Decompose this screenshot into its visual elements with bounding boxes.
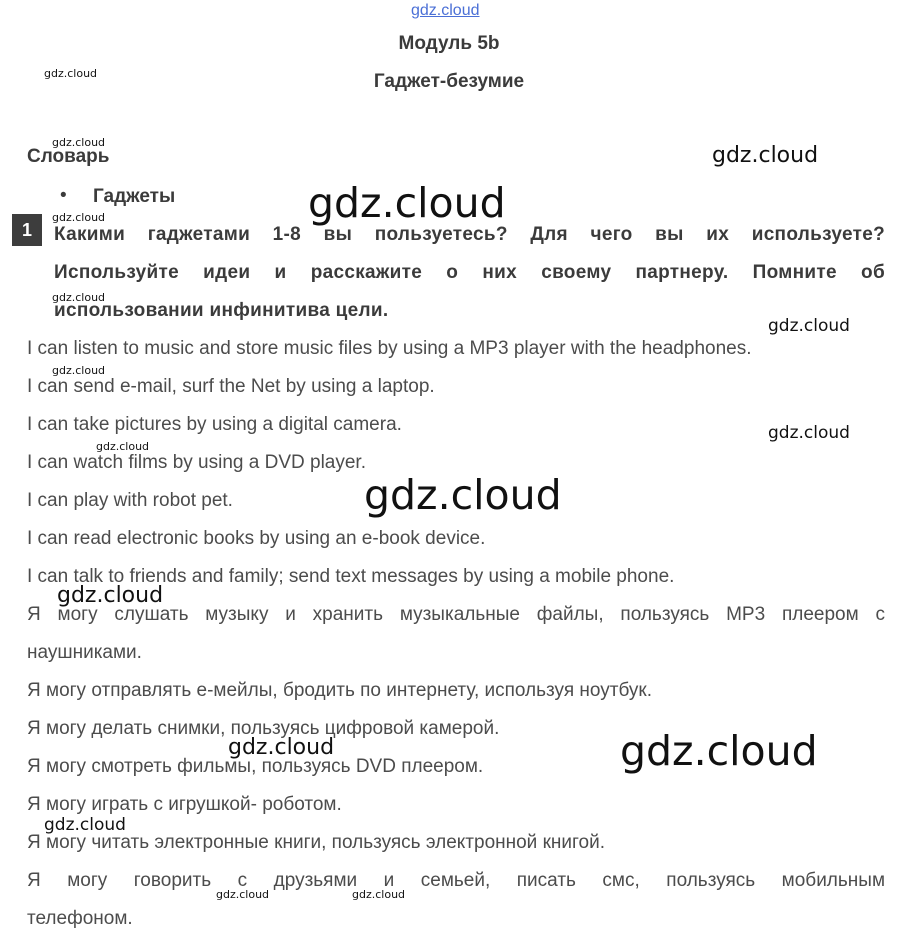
watermark: gdz.cloud bbox=[52, 291, 106, 304]
watermark: gdz.cloud bbox=[308, 179, 506, 227]
answer-en-2: I can send e-mail, surf the Net by using a laptop. bbox=[27, 376, 435, 397]
answer-ru-5: Я могу играть с игрушкой- роботом. bbox=[27, 794, 342, 815]
watermark: gdz.cloud bbox=[768, 423, 850, 443]
watermark: gdz.cloud bbox=[44, 67, 98, 80]
answer-en-6: I can read electronic books by using an e-book device. bbox=[27, 528, 486, 549]
watermark: gdz.cloud bbox=[52, 136, 106, 149]
task-line-1: Какими гаджетами 1-8 вы пользуетесь? Для чего вы их используете? bbox=[54, 224, 885, 245]
watermark: gdz.cloud bbox=[52, 211, 106, 224]
exercise-number-badge: 1 bbox=[12, 214, 42, 246]
task-line-3: использовании инфинитива цели. bbox=[54, 300, 389, 321]
watermark: gdz.cloud bbox=[228, 735, 335, 760]
watermark: gdz.cloud bbox=[216, 888, 270, 901]
watermark: gdz.cloud bbox=[364, 471, 562, 519]
answer-ru-7-cont: телефоном. bbox=[27, 908, 133, 929]
watermark: gdz.cloud bbox=[52, 364, 106, 377]
answer-en-5: I can play with robot pet. bbox=[27, 490, 233, 511]
bullet-label: Гаджеты bbox=[93, 186, 176, 207]
module-title: Модуль 5b bbox=[398, 33, 500, 54]
answer-en-4: I can watch films by using a DVD player. bbox=[27, 452, 366, 473]
answer-ru-1: Я могу слушать музыку и хранить музыкальные файлы, пользуясь MP3 плеером с bbox=[27, 604, 885, 625]
answer-ru-2: Я могу отправлять е-мейлы, бродить по интернету, используя ноутбук. bbox=[27, 680, 652, 701]
watermark: gdz.cloud bbox=[768, 316, 850, 336]
answer-ru-3: Я могу делать снимки, пользуясь цифровой камерой. bbox=[27, 718, 500, 739]
answer-en-3: I can take pictures by using a digital camera. bbox=[27, 414, 402, 435]
answer-ru-7: Я могу говорить с друзьями и семьей, писать смс, пользуясь мобильным bbox=[27, 870, 885, 891]
watermark: gdz.cloud bbox=[44, 815, 126, 835]
watermark: gdz.cloud bbox=[620, 727, 818, 775]
site-link[interactable]: gdz.cloud bbox=[411, 2, 480, 19]
topic-title: Гаджет-безумие bbox=[373, 71, 525, 92]
answer-ru-6: Я могу читать электронные книги, пользуясь электронной книгой. bbox=[27, 832, 605, 853]
task-line-2: Используйте идеи и расскажите о них своему партнеру. Помните об bbox=[54, 262, 885, 283]
answer-en-7: I can talk to friends and family; send text messages by using a mobile phone. bbox=[27, 566, 675, 587]
answer-en-1: I can listen to music and store music files by using a MP3 player with the headphones. bbox=[27, 338, 752, 359]
section-heading: Словарь bbox=[27, 146, 110, 167]
answer-ru-4: Я могу смотреть фильмы, пользуясь DVD плеером. bbox=[27, 756, 484, 777]
watermark: gdz.cloud bbox=[96, 440, 150, 453]
answer-ru-1-cont: наушниками. bbox=[27, 642, 142, 663]
bullet-icon: • bbox=[60, 185, 67, 206]
watermark: gdz.cloud bbox=[712, 143, 819, 168]
watermark: gdz.cloud bbox=[352, 888, 406, 901]
watermark: gdz.cloud bbox=[57, 583, 164, 608]
